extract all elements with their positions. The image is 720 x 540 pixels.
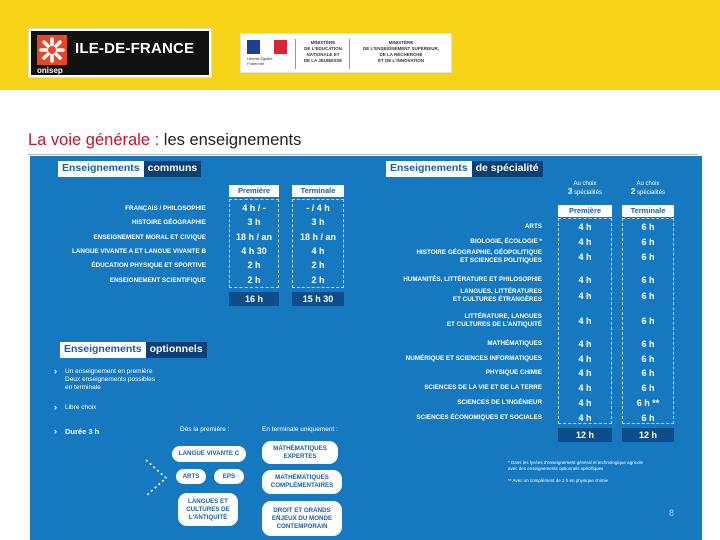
communs-total-premiere: 16 h (229, 292, 279, 306)
specialite-row-terminale-hours: 6 h (641, 222, 655, 232)
communs-row-label: FRANÇAIS / PHILOSOPHIE (125, 205, 206, 212)
ministry-education: MINISTÈRE DE L'ÉDUCATION NATIONALE ET DE LA JEUNESSE (303, 40, 343, 63)
communs-row-premiere-hours: 4 h / - (242, 203, 266, 213)
communs-col-premiere: Première (229, 185, 279, 197)
communs-row-label: ENSEIGNEMENT SCIENTIFIQUE (109, 277, 206, 284)
ministry-higher-education: MINISTÈRE DE L'ENSEIGNEMENT SUPÉRIEUR, DE LA RECHERCHE ET DE L'INNOVATION (362, 40, 440, 63)
specialite-row-label: HUMANITÉS, LITTÉRATURE ET PHILOSOPHIE (403, 276, 542, 283)
pill-maths-complementaires: MATHÉMATIQUES COMPLÉMENTAIRES (262, 470, 342, 494)
communs-row-terminale-hours: 18 h / an (299, 232, 336, 242)
french-flag-icon (247, 40, 287, 54)
communs-row-premiere-hours: 18 h / an (235, 232, 272, 242)
specialite-row-label: BIOLOGIE, ÉCOLOGIE * (470, 238, 542, 245)
optionnels-heading: Enseignements optionnels (60, 342, 207, 358)
communs-total-terminale: 15 h 30 (292, 292, 344, 306)
specialite-row-premiere-hours: 4 h (578, 222, 592, 232)
communs-row-label: LANGUE VIVANTE A ET LANGUE VIVANTE B (72, 248, 206, 255)
specialite-row-premiere-hours: 4 h (578, 413, 592, 423)
communs-row-premiere-hours: 2 h (247, 260, 261, 270)
communs-row-terminale-hours: - / 4 h (306, 203, 330, 213)
specialite-row-label: MATHÉMATIQUES (487, 340, 542, 347)
pill-eps: EPS (214, 469, 244, 484)
specialite-row-label: SCIENCES ÉCONOMIQUES ET SOCIALES (416, 414, 542, 421)
communs-row-terminale-hours: 3 h (311, 217, 325, 227)
specialite-row-terminale-hours: 6 h (641, 252, 655, 262)
specialite-row-premiere-hours: 4 h (578, 383, 592, 393)
optionnels-en-terminale: En terminale uniquement : (262, 426, 338, 433)
pill-langue-vivante-c: LANGUE VIVANTE C (172, 446, 246, 462)
communs-heading: Enseignements communs (58, 161, 201, 177)
chevron-right-icon: › (54, 366, 57, 376)
communs-row-terminale-hours: 2 h (311, 275, 325, 285)
specialite-heading: Enseignements de spécialité (386, 161, 543, 177)
specialite-row-label: HISTOIRE GÉOGRAPHIE, GÉOPOLITIQUE ET SCIENCES POLITIQUES (416, 249, 542, 264)
specialite-row-terminale-hours: 6 h (641, 237, 655, 247)
specialite-row-premiere-hours: 4 h (578, 291, 592, 301)
ministry-logos (240, 33, 452, 73)
title-divider (28, 154, 698, 155)
logo-onisep-text: onisep (37, 66, 63, 75)
onisep-logo (28, 28, 212, 78)
footnote-agricole: * Dans les lycées d'enseignement général et technologique agricole avec des enseignements optionnels spécifiques (508, 460, 643, 471)
pill-langues-antiquite: LANGUES ET CULTURES DE L'ANTIQUITÉ (178, 493, 238, 526)
chevron-right-icon: › (54, 426, 57, 436)
specialite-row-premiere-hours: 4 h (578, 237, 592, 247)
communs-row-label: HISTOIRE GÉOGRAPHIE (131, 219, 206, 226)
optionnels-item-count: Un enseignement en première Deux enseignements possibles en terminale (65, 368, 155, 391)
specialite-row-premiere-hours: 4 h (578, 316, 592, 326)
specialite-choice-terminale: Au choix 2 spécialités (630, 181, 666, 196)
header-band (0, 0, 720, 90)
specialite-total-terminale: 12 h (622, 428, 674, 442)
specialite-row-premiere-hours: 4 h (578, 339, 592, 349)
specialite-row-premiere-hours: 4 h (578, 398, 592, 408)
page-number: 8 (669, 508, 675, 518)
specialite-row-premiere-hours: 4 h (578, 354, 592, 364)
specialite-row-premiere-hours: 4 h (578, 252, 592, 262)
communs-row-label: ÉDUCATION PHYSIQUE ET SPORTIVE (91, 262, 206, 269)
onisep-star-icon (37, 35, 67, 65)
curriculum-poster (30, 156, 702, 540)
communs-row-terminale-hours: 2 h (311, 260, 325, 270)
communs-row-label: ENSEIGNEMENT MORAL ET CIVIQUE (93, 234, 206, 241)
chevron-right-icon: › (54, 402, 57, 412)
page-title: La voie générale : les enseignements (28, 131, 302, 149)
specialite-row-terminale-hours: 6 h (641, 413, 655, 423)
specialite-col-terminale: Terminale (622, 205, 674, 217)
specialite-row-label: SCIENCES DE L'INGÉNIEUR (457, 399, 542, 406)
communs-row-terminale-hours: 4 h (311, 246, 325, 256)
specialite-row-terminale-hours: 6 h ** (636, 398, 660, 408)
specialite-row-label: NUMÉRIQUE ET SCIENCES INFORMATIQUES (405, 355, 542, 362)
specialite-row-label: LANGUES, LITTÉRATURES ET CULTURES ÉTRANGÈRES (452, 288, 542, 303)
specialite-row-premiere-hours: 4 h (578, 368, 592, 378)
republic-motto: Liberté Égalité Fraternité (247, 56, 273, 66)
pill-arts: ARTS (176, 469, 206, 484)
specialite-choice-premiere: Au choix 3 spécialités (567, 181, 603, 196)
specialite-row-label: SCIENCES DE LA VIE ET DE LA TERRE (424, 384, 542, 391)
communs-row-premiere-hours: 3 h (247, 217, 261, 227)
specialite-row-terminale-hours: 6 h (641, 368, 655, 378)
specialite-row-terminale-hours: 6 h (641, 354, 655, 364)
footnote-physique: ** Avec un complément de 2 h en physique chimie (508, 478, 608, 483)
specialite-row-terminale-hours: 6 h (641, 316, 655, 326)
logo-region-name: ILE-DE-FRANCE (75, 40, 195, 57)
specialite-row-label: ARTS (524, 223, 542, 230)
specialite-row-terminale-hours: 6 h (641, 291, 655, 301)
communs-col-terminale: Terminale (292, 185, 344, 197)
specialite-col-premiere: Première (558, 205, 612, 217)
dotted-arrow-icon (142, 456, 172, 502)
specialite-row-premiere-hours: 4 h (578, 275, 592, 285)
pill-droit-enjeux: DROIT ET GRANDS ENJEUX DU MONDE CONTEMPORAIN (262, 501, 342, 536)
communs-row-premiere-hours: 2 h (247, 275, 261, 285)
specialite-row-label: LITTÉRATURE, LANGUES ET CULTURES DE L'ANTIQUITÉ (446, 313, 542, 328)
optionnels-item-choice: Libre choix (65, 404, 97, 411)
specialite-row-terminale-hours: 6 h (641, 275, 655, 285)
optionnels-item-duration: Durée 3 h (65, 427, 100, 436)
specialite-row-label: PHYSIQUE CHIMIE (485, 369, 542, 376)
optionnels-des-premiere: Dès la première : (180, 426, 230, 433)
specialite-row-terminale-hours: 6 h (641, 339, 655, 349)
specialite-total-premiere: 12 h (558, 428, 612, 442)
pill-maths-expertes: MATHÉMATIQUES EXPERTES (262, 441, 338, 464)
communs-row-premiere-hours: 4 h 30 (241, 246, 267, 256)
specialite-row-terminale-hours: 6 h (641, 383, 655, 393)
